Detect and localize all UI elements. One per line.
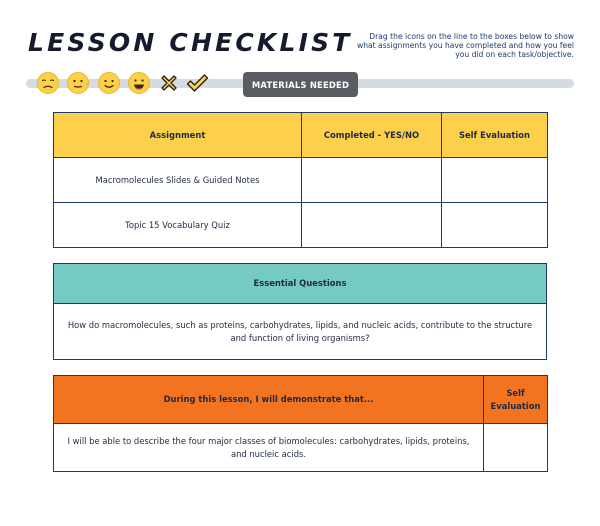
self-evaluation-column-header: Self Evaluation [442, 113, 548, 158]
demonstrate-self-evaluation-drop-box[interactable] [484, 424, 548, 472]
assignment-table [53, 112, 548, 248]
check-mark-icon[interactable] [185, 71, 209, 95]
instructions-text: Drag the icons on the line to the boxes below to show what assignments you have completed and how you feel you did on each task/objective. [356, 32, 574, 60]
self-evaluation-drop-box[interactable] [442, 158, 548, 203]
self-evaluation-drop-box[interactable] [442, 203, 548, 248]
x-mark-icon[interactable] [157, 71, 181, 95]
assignment-column-header: Assignment [54, 113, 302, 158]
completed-column-header: Completed - YES/NO [302, 113, 442, 158]
neutral-face-icon[interactable] [66, 71, 90, 95]
sad-face-icon[interactable] [36, 71, 60, 95]
page-title: LESSON CHECKLIST [28, 28, 353, 57]
objective-text: I will be able to describe the four major classes of biomolecules: carbohydrates, lipids, proteins, and nucleic acids. [54, 424, 484, 472]
essential-questions-header: Essential Questions [54, 264, 547, 304]
assignment-header-row [54, 113, 548, 158]
assignment-cell: Macromolecules Slides & Guided Notes [54, 158, 302, 203]
smiling-face-icon[interactable] [97, 71, 121, 95]
demonstrate-header: During this lesson, I will demonstrate that... [54, 376, 484, 424]
completed-drop-box[interactable] [302, 203, 442, 248]
demonstrate-self-evaluation-header: Self Evaluation [484, 376, 548, 424]
materials-needed-button[interactable]: MATERIALS NEEDED [243, 72, 358, 97]
essential-question-text: How do macromolecules, such as proteins, carbohydrates, lipids, and nucleic acids, contribute to the structure and function of living organisms? [54, 304, 547, 360]
demonstrate-table [53, 375, 548, 472]
table-row [54, 203, 548, 248]
table-row [54, 158, 548, 203]
grinning-face-icon[interactable] [127, 71, 151, 95]
assignment-cell: Topic 15 Vocabulary Quiz [54, 203, 302, 248]
essential-questions-table [53, 263, 547, 360]
completed-drop-box[interactable] [302, 158, 442, 203]
